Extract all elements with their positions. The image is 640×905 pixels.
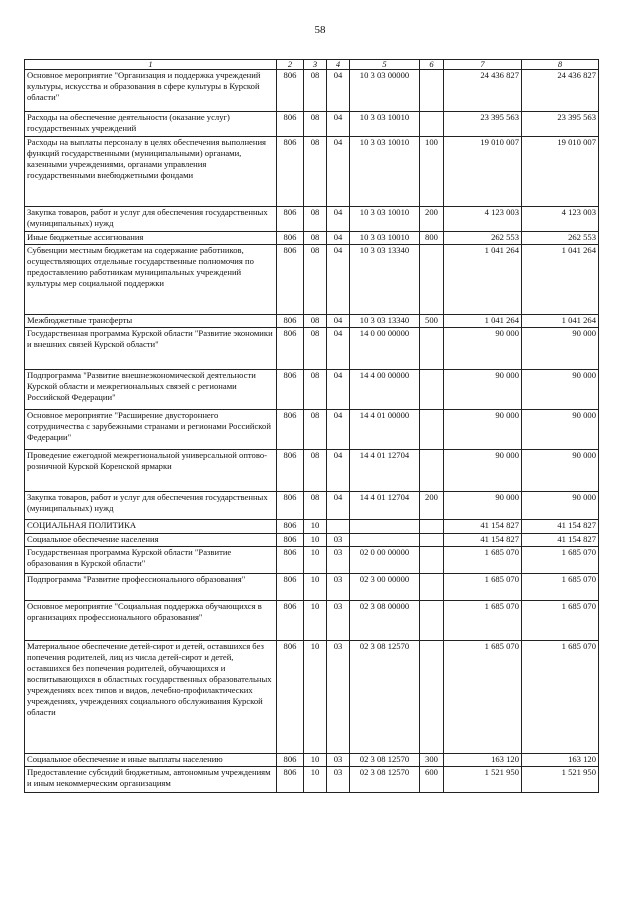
rz-code-cell: 08 [304,410,327,450]
gr-code-cell: 806 [277,207,304,232]
gr-code-cell: 806 [277,410,304,450]
item-name-cell: Закупка товаров, работ и услуг для обеспечения государственных (муниципальных) нужд [25,492,277,520]
amount-year1-cell: 90 000 [444,328,522,370]
table-row [25,245,599,315]
pr-code-cell: 04 [327,328,350,370]
amount-year1-cell: 163 120 [444,754,522,767]
amount-year1-cell: 1 685 070 [444,641,522,754]
pr-code-cell: 03 [327,547,350,574]
item-name-cell: Подпрограмма "Развитие внешнеэкономической деятельности Курской области и межрегиональных связей с регионами Российской Федерации" [25,370,277,410]
csr-code-cell [350,520,420,534]
gr-code-cell: 806 [277,315,304,328]
gr-code-cell: 806 [277,601,304,641]
item-name-cell: Основное мероприятие "Организация и поддержка учреждений культуры, искусства и образования в сфере культуры в Курской области" [25,70,277,112]
gr-code-cell: 806 [277,328,304,370]
vr-code-cell [420,70,444,112]
pr-code-cell: 04 [327,315,350,328]
item-name-cell: Основное мероприятие "Расширение двустороннего сотрудничества с зарубежными странами и регионами Российской Федерации" [25,410,277,450]
amount-year2-cell: 1 685 070 [522,574,599,601]
rz-code-cell: 08 [304,492,327,520]
rz-code-cell: 10 [304,574,327,601]
table-row [25,137,599,207]
amount-year1-cell: 1 041 264 [444,245,522,315]
rz-code-cell: 10 [304,520,327,534]
header-cell: 5 [350,60,420,70]
item-name-cell: Иные бюджетные ассигнования [25,232,277,245]
rz-code-cell: 08 [304,450,327,492]
budget-table [24,59,599,793]
table-row [25,492,599,520]
vr-code-cell: 500 [420,315,444,328]
header-cell: 7 [444,60,522,70]
pr-code-cell: 04 [327,450,350,492]
gr-code-cell: 806 [277,232,304,245]
csr-code-cell: 02 3 08 00000 [350,601,420,641]
amount-year2-cell: 24 436 827 [522,70,599,112]
csr-code-cell: 02 3 08 12570 [350,767,420,793]
pr-code-cell: 03 [327,534,350,547]
amount-year1-cell: 24 436 827 [444,70,522,112]
amount-year2-cell: 1 685 070 [522,547,599,574]
table-row [25,547,599,574]
header-cell: 1 [25,60,277,70]
csr-code-cell: 14 4 01 00000 [350,410,420,450]
rz-code-cell: 08 [304,245,327,315]
vr-code-cell: 600 [420,767,444,793]
table-row [25,315,599,328]
amount-year1-cell: 90 000 [444,450,522,492]
amount-year2-cell: 90 000 [522,450,599,492]
gr-code-cell: 806 [277,450,304,492]
table-row [25,70,599,112]
vr-code-cell [420,601,444,641]
vr-code-cell [420,112,444,137]
gr-code-cell: 806 [277,112,304,137]
csr-code-cell: 14 4 01 12704 [350,492,420,520]
csr-code-cell: 10 3 03 13340 [350,315,420,328]
page-number: 58 [314,24,326,36]
amount-year2-cell: 163 120 [522,754,599,767]
pr-code-cell: 03 [327,601,350,641]
rz-code-cell: 08 [304,70,327,112]
item-name-cell: Расходы на выплаты персоналу в целях обеспечения выполнения функций государственными (муниципальными) органами, казенными учреждениями, органами управления государственными внебюджетными фондами [25,137,277,207]
table-row [25,754,599,767]
item-name-cell: Социальное обеспечение населения [25,534,277,547]
rz-code-cell: 08 [304,315,327,328]
item-name-cell: Закупка товаров, работ и услуг для обеспечения государственных (муниципальных) нужд [25,207,277,232]
csr-code-cell: 02 3 00 00000 [350,574,420,601]
pr-code-cell: 04 [327,207,350,232]
pr-code-cell: 03 [327,767,350,793]
amount-year2-cell: 41 154 827 [522,520,599,534]
table-row [25,641,599,754]
vr-code-cell: 800 [420,232,444,245]
amount-year1-cell: 262 553 [444,232,522,245]
csr-code-cell: 10 3 03 10010 [350,232,420,245]
csr-code-cell [350,534,420,547]
rz-code-cell: 08 [304,112,327,137]
rz-code-cell: 08 [304,232,327,245]
pr-code-cell: 04 [327,492,350,520]
gr-code-cell: 806 [277,534,304,547]
vr-code-cell: 200 [420,492,444,520]
table-row [25,574,599,601]
pr-code-cell: 03 [327,574,350,601]
csr-code-cell: 14 4 00 00000 [350,370,420,410]
csr-code-cell: 14 4 01 12704 [350,450,420,492]
rz-code-cell: 10 [304,641,327,754]
table-row [25,601,599,641]
pr-code-cell: 03 [327,754,350,767]
item-name-cell: Социальное обеспечение и иные выплаты населению [25,754,277,767]
rz-code-cell: 08 [304,137,327,207]
vr-code-cell [420,370,444,410]
amount-year2-cell: 90 000 [522,370,599,410]
vr-code-cell [420,641,444,754]
csr-code-cell: 10 3 03 13340 [350,245,420,315]
amount-year1-cell: 19 010 007 [444,137,522,207]
vr-code-cell [420,534,444,547]
table-row [25,767,599,793]
pr-code-cell: 04 [327,410,350,450]
vr-code-cell [420,574,444,601]
csr-code-cell: 10 3 03 10010 [350,207,420,232]
amount-year2-cell: 23 395 563 [522,112,599,137]
rz-code-cell: 10 [304,547,327,574]
rz-code-cell: 10 [304,754,327,767]
pr-code-cell: 04 [327,232,350,245]
amount-year1-cell: 4 123 003 [444,207,522,232]
amount-year1-cell: 1 685 070 [444,601,522,641]
vr-code-cell: 300 [420,754,444,767]
gr-code-cell: 806 [277,70,304,112]
vr-code-cell [420,410,444,450]
amount-year2-cell: 4 123 003 [522,207,599,232]
header-cell: 6 [420,60,444,70]
amount-year2-cell: 1 041 264 [522,245,599,315]
csr-code-cell: 14 0 00 00000 [350,328,420,370]
table-row [25,232,599,245]
gr-code-cell: 806 [277,137,304,207]
amount-year1-cell: 1 685 070 [444,574,522,601]
header-cell: 3 [304,60,327,70]
amount-year2-cell: 19 010 007 [522,137,599,207]
pr-code-cell: 04 [327,70,350,112]
vr-code-cell: 100 [420,137,444,207]
item-name-cell: Межбюджетные трансферты [25,315,277,328]
csr-code-cell: 10 3 03 00000 [350,70,420,112]
gr-code-cell: 806 [277,492,304,520]
rz-code-cell: 08 [304,370,327,410]
item-name-cell: Материальное обеспечение детей-сирот и детей, оставшихся без попечения родителей, лиц из числа детей-сирот и детей, оставшихся без попечения родителей, обучающихся и воспитывающихся в областных государственных образовательных учреждениях всех типов и видов, лечебно-профилактических учреждениях, учреждениях социального обслуживания Курской области [25,641,277,754]
gr-code-cell: 806 [277,754,304,767]
table-row [25,410,599,450]
csr-code-cell: 10 3 03 10010 [350,137,420,207]
amount-year2-cell: 90 000 [522,328,599,370]
amount-year1-cell: 1 041 264 [444,315,522,328]
gr-code-cell: 806 [277,245,304,315]
header-cell: 4 [327,60,350,70]
pr-code-cell: 04 [327,112,350,137]
gr-code-cell: 806 [277,520,304,534]
vr-code-cell: 200 [420,207,444,232]
gr-code-cell: 806 [277,574,304,601]
pr-code-cell: 03 [327,641,350,754]
amount-year1-cell: 90 000 [444,492,522,520]
pr-code-cell: 04 [327,137,350,207]
header-cell: 2 [277,60,304,70]
rz-code-cell: 08 [304,328,327,370]
amount-year2-cell: 262 553 [522,232,599,245]
rz-code-cell: 08 [304,207,327,232]
pr-code-cell: 04 [327,245,350,315]
table-row [25,112,599,137]
gr-code-cell: 806 [277,370,304,410]
table-row [25,328,599,370]
amount-year1-cell: 1 521 950 [444,767,522,793]
amount-year1-cell: 41 154 827 [444,520,522,534]
item-name-cell: Государственная программа Курской области "Развитие образования в Курской области" [25,547,277,574]
item-name-cell: Проведение ежегодной межрегиональной универсальной оптово-розничной Курской Коренской ярмарки [25,450,277,492]
amount-year1-cell: 41 154 827 [444,534,522,547]
amount-year2-cell: 41 154 827 [522,534,599,547]
header-row [25,60,599,70]
amount-year2-cell: 90 000 [522,410,599,450]
vr-code-cell [420,328,444,370]
table-row [25,520,599,534]
csr-code-cell: 02 3 08 12570 [350,641,420,754]
amount-year1-cell: 1 685 070 [444,547,522,574]
rz-code-cell: 10 [304,767,327,793]
item-name-cell: Расходы на обеспечение деятельности (оказание услуг) государственных учреждений [25,112,277,137]
amount-year1-cell: 90 000 [444,370,522,410]
item-name-cell: Основное мероприятие "Социальная поддержка обучающихся в организациях профессионального образования" [25,601,277,641]
item-name-cell: Подпрограмма "Развитие профессионального образования" [25,574,277,601]
vr-code-cell [420,547,444,574]
gr-code-cell: 806 [277,641,304,754]
item-name-cell: Государственная программа Курской области "Развитие экономики и внешних связей Курской области" [25,328,277,370]
csr-code-cell: 02 0 00 00000 [350,547,420,574]
vr-code-cell [420,450,444,492]
table-row [25,207,599,232]
gr-code-cell: 806 [277,547,304,574]
table-row [25,534,599,547]
pr-code-cell: 04 [327,370,350,410]
amount-year2-cell: 1 685 070 [522,601,599,641]
rz-code-cell: 10 [304,601,327,641]
header-cell: 8 [522,60,599,70]
amount-year1-cell: 90 000 [444,410,522,450]
item-name-cell: Субвенции местным бюджетам на содержание работников, осуществляющих отдельные государственные полномочия по предоставлению работникам муниципальных учреждений культуры мер социальной поддержки [25,245,277,315]
table-row [25,370,599,410]
csr-code-cell: 02 3 08 12570 [350,754,420,767]
amount-year2-cell: 1 041 264 [522,315,599,328]
vr-code-cell [420,520,444,534]
table-row [25,450,599,492]
gr-code-cell: 806 [277,767,304,793]
item-name-cell: СОЦИАЛЬНАЯ ПОЛИТИКА [25,520,277,534]
item-name-cell: Предоставление субсидий бюджетным, автономным учреждениям и иным некоммерческим организациям [25,767,277,793]
amount-year2-cell: 1 521 950 [522,767,599,793]
amount-year2-cell: 90 000 [522,492,599,520]
rz-code-cell: 10 [304,534,327,547]
pr-code-cell [327,520,350,534]
csr-code-cell: 10 3 03 10010 [350,112,420,137]
vr-code-cell [420,245,444,315]
amount-year2-cell: 1 685 070 [522,641,599,754]
amount-year1-cell: 23 395 563 [444,112,522,137]
